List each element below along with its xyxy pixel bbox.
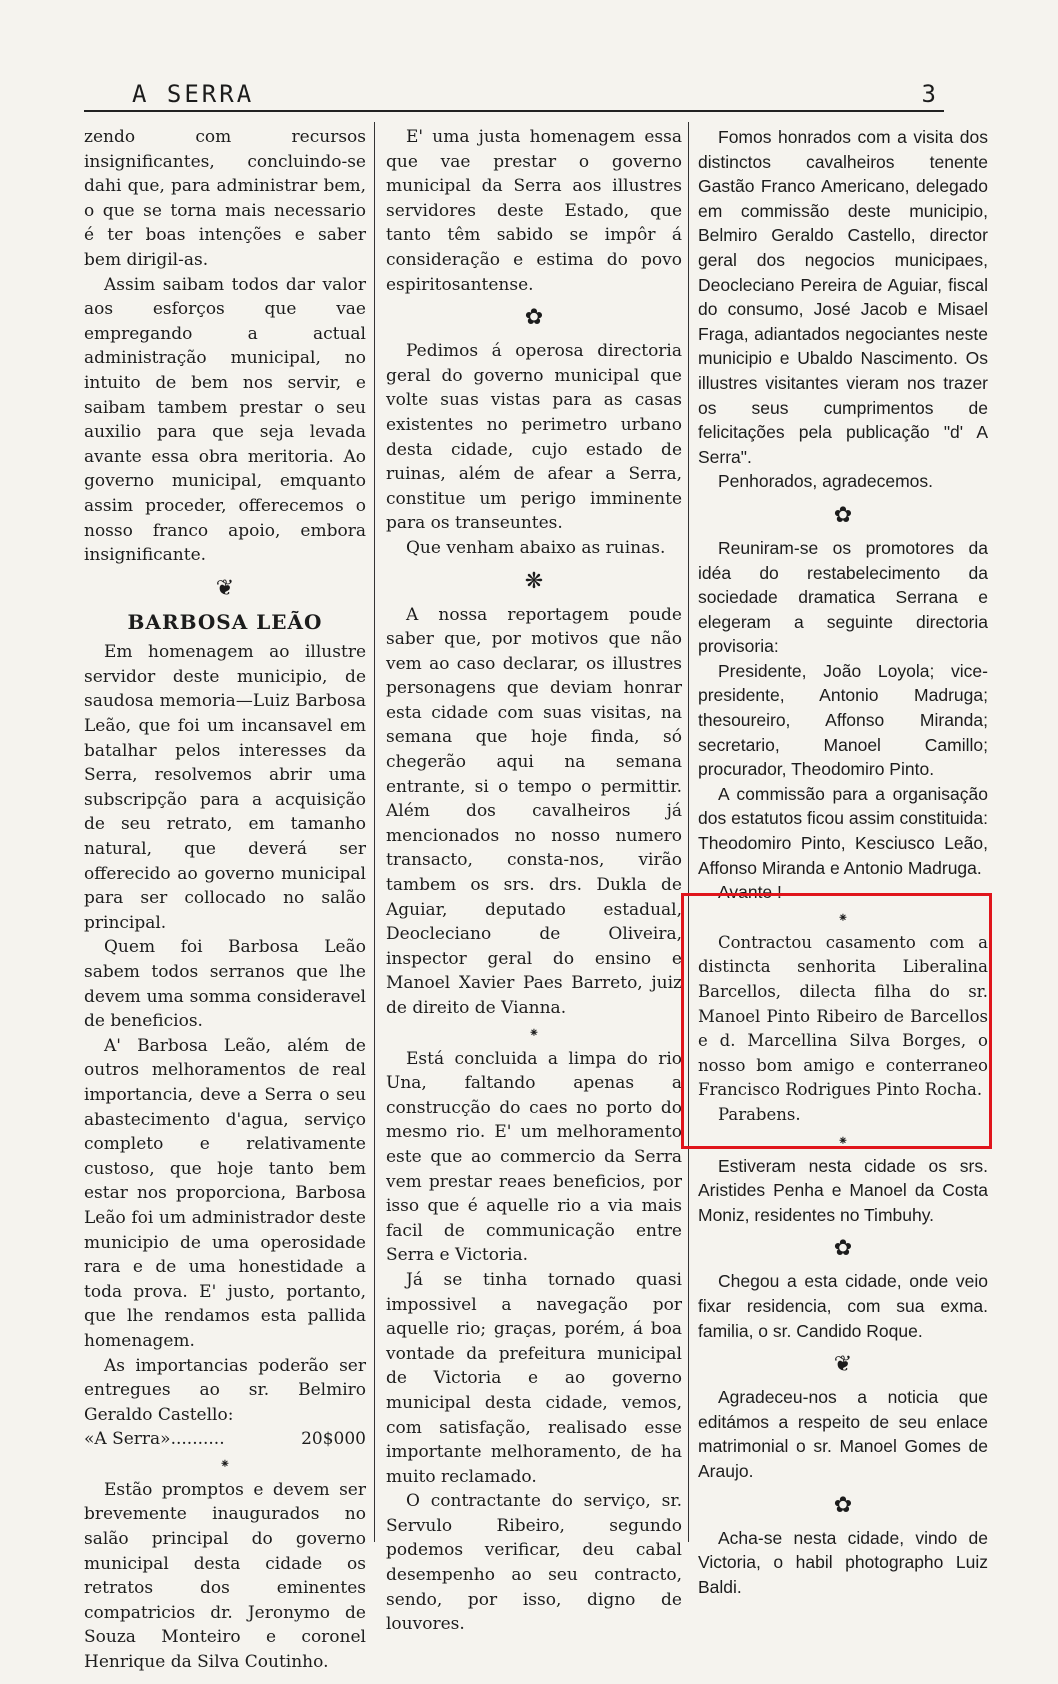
subscription-amount: 20$000 xyxy=(301,1429,366,1450)
article-paragraph: Em homenagem ao illustre servidor deste municipio, de saudosa memoria—Luiz Barbosa Leão, que foi um incansavel em batalhar pelos interesses da Serra, resolvemos abrir uma subscripção para a acquisição de seu retrato, em tamanho natural, que deverá ser offerecido ao governo municipal para ser collocado no salão principal. xyxy=(84,642,366,933)
article-paragraph: Avante ! xyxy=(718,882,782,903)
article-paragraph: Fomos honrados com a visita dos distinctos cavalheiros tenente Gastão Franco Americano, delegado em commissão deste municipio, Belmiro Geraldo Castello, director geral dos negocios municipaes, Deocleciano Pereira de Aguiar, fiscal do consumo, José Jacob e Misael Fraga, adiantados negociantes neste municipio e Ubaldo Nascimento. Os illustres visitantes vieram nos trazer os seus cumprimentos de felicitações pela publicação "d' A Serra". xyxy=(698,127,988,467)
column-2 xyxy=(386,125,682,1637)
column-divider xyxy=(374,122,375,1542)
article-heading: BARBOSA LEÃO xyxy=(127,609,323,634)
article-paragraph: Presidente, João Loyola; vice-presidente, Antonio Madruga; thesoureiro, Affonso Miranda; secretario, Manoel Camillo; procurador, Theodomiro Pinto. xyxy=(698,660,988,780)
flower-ornament-icon: ✿ xyxy=(833,1235,853,1261)
article-paragraph: zendo com recursos insignificantes, concluindo-se dahi que, para administrar bem, o que se torna mais necessario é ter boas intenções e saber bem dirigil-as. xyxy=(84,127,366,270)
flower-ornament-icon: ❦ xyxy=(215,575,235,601)
article-paragraph: O contractante do serviço, sr. Servulo Ribeiro, segundo podemos verificar, deu cabal desempenho ao seu contracto, sendo, por isso, digno de louvores. xyxy=(386,1491,682,1635)
column-3 xyxy=(698,125,988,1599)
article-paragraph: E' uma justa homenagem essa que vae prestar o governo municipal da Serra aos illustres servidores deste Estado, que tanto têm sabido se impôr á consideração e estima do povo espiritosantense. xyxy=(386,127,682,295)
wedding-announcement: Contractou casamento com a distincta senhorita Liberalina Barcellos, dilecta filha do sr. Manoel Pinto Ribeiro de Barcellos e d. Marcellina Silva Borges, o nosso bom amigo e conterraneo Francisco Rodrigues Pinto Rocha. xyxy=(698,932,988,1100)
article-paragraph: Que venham abaixo as ruinas. xyxy=(406,537,666,558)
article-paragraph: Agradeceu-nos a noticia que editámos a respeito de seu enlace matrimonial o sr. Manoel Gomes de Araujo. xyxy=(698,1387,988,1481)
small-ornament-icon: ⁕ xyxy=(837,909,849,925)
article-paragraph: Estiveram nesta cidade os srs. Aristides Penha e Manoel da Costa Moniz, residentes no Timbuhy. xyxy=(698,1155,988,1225)
article-paragraph: Estão promptos e devem ser brevemente inaugurados no salão principal do governo municipal desta cidade os retratos dos eminentes compatricios dr. Jeronymo de Souza Monteiro e coronel Henrique da Silva Coutinho. xyxy=(84,1479,366,1673)
flower-ornament-icon: ✿ xyxy=(524,305,544,331)
flower-ornament-icon: ❦ xyxy=(833,1351,853,1377)
column-1 xyxy=(84,125,366,1675)
article-paragraph: Já se tinha tornado quasi impossivel a navegação por aquelle rio; graças, porém, á boa vontade da prefeitura municipal de Victoria e ao governo municipal desta cidade, vemos, com satisfação, realisado esse importante melhoramento, de ha muito reclamado. xyxy=(386,1269,682,1487)
article-paragraph: A commissão para a organisação dos estatutos ficou assim constituida: Theodomiro Pinto, Kesciusco Leão, Affonso Miranda e Antonio Madruga. xyxy=(698,783,988,878)
flower-ornament-icon: ✿ xyxy=(833,501,853,527)
small-ornament-icon: ⁕ xyxy=(219,1456,231,1472)
page-number: 3 xyxy=(921,80,936,108)
article-paragraph: Pedimos á operosa directoria geral do governo municipal que volte suas vistas para as casas existentes no perimetro urbano desta cidade, cujo estado de ruinas, além de afear a Serra, constitue um perigo imminente para os transeuntes. xyxy=(386,341,682,534)
article-paragraph: Assim saibam todos dar valor aos esforços que vae empregando a actual administração municipal, no intuito de bem nos servir, e saibam tambem prestar o seu auxilio para que seja levada avante essa obra meritoria. Ao governo municipal, emquanto assim proceder, offerecemos o nosso franco apoio, embora insignificante. xyxy=(84,274,366,566)
article-paragraph: Reuniram-se os promotores da idéa do restabelecimento da sociedade dramatica Serrana e elegeram a seguinte directoria provisoria: xyxy=(698,537,988,657)
column-divider xyxy=(688,122,689,1542)
masthead xyxy=(84,78,944,112)
article-paragraph: A' Barbosa Leão, além de outros melhoramentos de real importancia, deve a Serra o seu abastecimento d'agua, serviço completo e relativamente custoso, que hoje tanto bem estar nos proporciona, Barbosa Leão foi um administrador deste municipio de uma operosidade rara e de uma honestidade a toda prova. E' justo, portanto, que lhe rendamos esta pallida homenagem. xyxy=(84,1035,366,1351)
article-paragraph: Quem foi Barbosa Leão sabem todos serranos que lhe devem uma somma consideravel de beneficios. xyxy=(84,937,366,1032)
highlight-box xyxy=(681,893,992,1149)
subscription-name: «A Serra».......... xyxy=(84,1429,225,1450)
small-ornament-icon: ⁕ xyxy=(837,1132,849,1148)
article-paragraph: A nossa reportagem poude saber que, por motivos que não vem ao caso declarar, os illustres personagens que deviam honrar esta cidade com suas visitas, na semana que hoje finda, só chegerão aqui na semana entrante, si o tempo o permittir. Além dos cavalheiros já mencionados no nosso numero transacto, consta-nos, virão tambem os srs. drs. Dukla de Aguiar, deputado estadual, Deocleciano de Oliveira, inspector geral do ensino e Manoel Xavier Paes Barreto, juiz de direito de Vianna. xyxy=(386,604,682,1018)
flower-ornament-icon: ✿ xyxy=(833,1491,853,1517)
article-paragraph: As importancias poderão ser entregues ao sr. Belmiro Geraldo Castello: xyxy=(84,1355,366,1425)
article-paragraph: Parabens. xyxy=(718,1104,801,1124)
article-paragraph: Está concluida a limpa do rio Una, faltando apenas a construcção do caes no porto do mesmo rio. E' um melhoramento este que ao commercio da Serra vem prestar reaes beneficios, por isso que é aquelle rio a via mais facil de communicação entre Serra e Victoria. xyxy=(386,1048,682,1266)
star-ornament-icon: ❋ xyxy=(524,568,544,594)
article-paragraph: Acha-se nesta cidade, vindo de Victoria, o habil photographo Luiz Baldi. xyxy=(698,1527,988,1597)
subscription-row xyxy=(84,1427,366,1452)
article-paragraph: Chegou a esta cidade, onde veio fixar residencia, com sua exma. familia, o sr. Candido Roque. xyxy=(698,1271,988,1341)
paper-name: A SERRA xyxy=(132,80,255,108)
small-ornament-icon: ⁕ xyxy=(528,1025,540,1041)
article-paragraph: Penhorados, agradecemos. xyxy=(718,471,933,492)
masthead-rule xyxy=(84,110,944,112)
